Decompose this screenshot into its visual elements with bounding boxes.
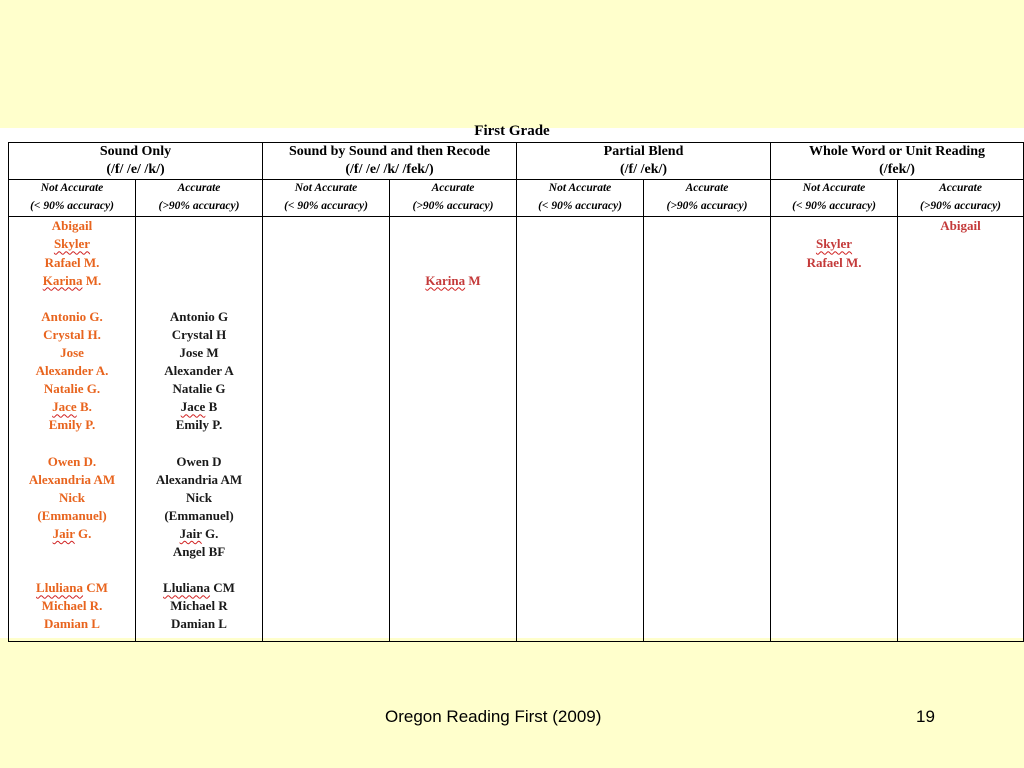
student-name: Crystal H. — [43, 326, 101, 342]
spacer — [136, 272, 262, 290]
student-name: Lluliana CM — [36, 580, 108, 596]
student-name: (Emmanuel) — [37, 507, 107, 523]
student-name: Nick — [186, 489, 212, 505]
spacer — [136, 217, 262, 235]
footer-source: Oregon Reading First (2009) — [385, 707, 602, 726]
student-name: Damian L — [44, 616, 100, 632]
student-name: Jair G. — [52, 525, 92, 541]
student-name: Abigail — [940, 218, 981, 234]
student-name: Jace B — [180, 399, 218, 415]
student-name: Nick — [59, 489, 85, 505]
student-name: Alexandria AM — [155, 471, 243, 487]
student-name: Emily P. — [48, 417, 96, 433]
student-name: Abigail — [51, 218, 93, 234]
student-name: Owen D — [176, 453, 222, 469]
grade-title: First Grade — [474, 123, 550, 139]
group-header-whole-word: Whole Word or Unit Reading (/fek/) — [771, 143, 1024, 180]
student-name: Natalie G — [172, 381, 226, 397]
column-partial-blend-accurate — [644, 217, 771, 642]
spacer — [136, 235, 262, 253]
student-name: Jose — [60, 345, 84, 361]
spacer — [390, 254, 516, 272]
reading-assessment-table — [8, 142, 1024, 642]
subheader-not-accurate: Not Accurate (< 90% accuracy) — [9, 180, 136, 217]
subheader-accurate: Accurate (>90% accuracy) — [898, 180, 1024, 217]
student-name: Michael R — [170, 598, 228, 614]
student-name: Karina M — [425, 272, 481, 288]
group-header-sound-only: Sound Only (/f/ /e/ /k/) — [9, 143, 263, 180]
spacer — [9, 290, 135, 308]
student-name: Lluliana CM — [163, 580, 235, 596]
column-sound-by-sound-not-accurate — [263, 217, 390, 642]
subheader-not-accurate: Not Accurate (< 90% accuracy) — [517, 180, 644, 217]
student-name: Owen D. — [47, 453, 97, 469]
page-number: 19 — [916, 707, 935, 726]
spacer — [136, 435, 262, 453]
assessment-table-image — [0, 123, 1024, 638]
spacer — [136, 561, 262, 579]
spacer — [771, 217, 897, 235]
student-name: Antonio G — [169, 308, 229, 324]
column-whole-word-not-accurate — [771, 217, 898, 642]
student-name: Rafael M. — [806, 254, 862, 270]
student-name: Karina M. — [42, 272, 102, 288]
student-name: Skyler — [815, 236, 853, 252]
student-name: Damian L — [171, 616, 227, 632]
subheader-accurate: Accurate (>90% accuracy) — [136, 180, 263, 217]
spacer — [136, 290, 262, 308]
student-name: Alexandria AM — [28, 471, 116, 487]
subheader-accurate: Accurate (>90% accuracy) — [390, 180, 517, 217]
student-name: Angel BF — [172, 544, 226, 560]
student-name: Jace B. — [52, 399, 92, 415]
spacer — [390, 235, 516, 253]
student-name: Michael R. — [41, 598, 103, 614]
student-name: (Emmanuel) — [164, 507, 234, 523]
column-sound-only-accurate — [136, 217, 263, 642]
column-sound-by-sound-accurate — [390, 217, 517, 642]
subheader-not-accurate: Not Accurate (< 90% accuracy) — [771, 180, 898, 217]
subheader-accurate: Accurate (>90% accuracy) — [644, 180, 771, 217]
spacer — [9, 561, 135, 579]
student-name: Skyler — [53, 236, 91, 252]
student-name: Alexander A. — [35, 363, 109, 379]
student-name: Emily P. — [175, 417, 223, 433]
column-sound-only-not-accurate — [9, 217, 136, 642]
student-name: Alexander A — [164, 363, 234, 379]
student-name: Natalie G. — [43, 381, 101, 397]
spacer — [390, 217, 516, 235]
subheader-not-accurate: Not Accurate (< 90% accuracy) — [263, 180, 390, 217]
spacer — [9, 543, 135, 561]
student-name: Crystal H — [171, 326, 227, 342]
spacer — [136, 254, 262, 272]
student-name: Jair G. — [179, 525, 219, 541]
column-whole-word-accurate — [898, 217, 1024, 642]
column-partial-blend-not-accurate — [517, 217, 644, 642]
student-name: Rafael M. — [44, 254, 100, 270]
spacer — [9, 435, 135, 453]
student-name: Jose M — [179, 345, 219, 361]
group-header-sound-by-sound: Sound by Sound and then Recode (/f/ /e/ /k/ /fek/) — [263, 143, 517, 180]
group-header-partial-blend: Partial Blend (/f/ /ek/) — [517, 143, 771, 180]
student-name: Antonio G. — [41, 308, 103, 324]
